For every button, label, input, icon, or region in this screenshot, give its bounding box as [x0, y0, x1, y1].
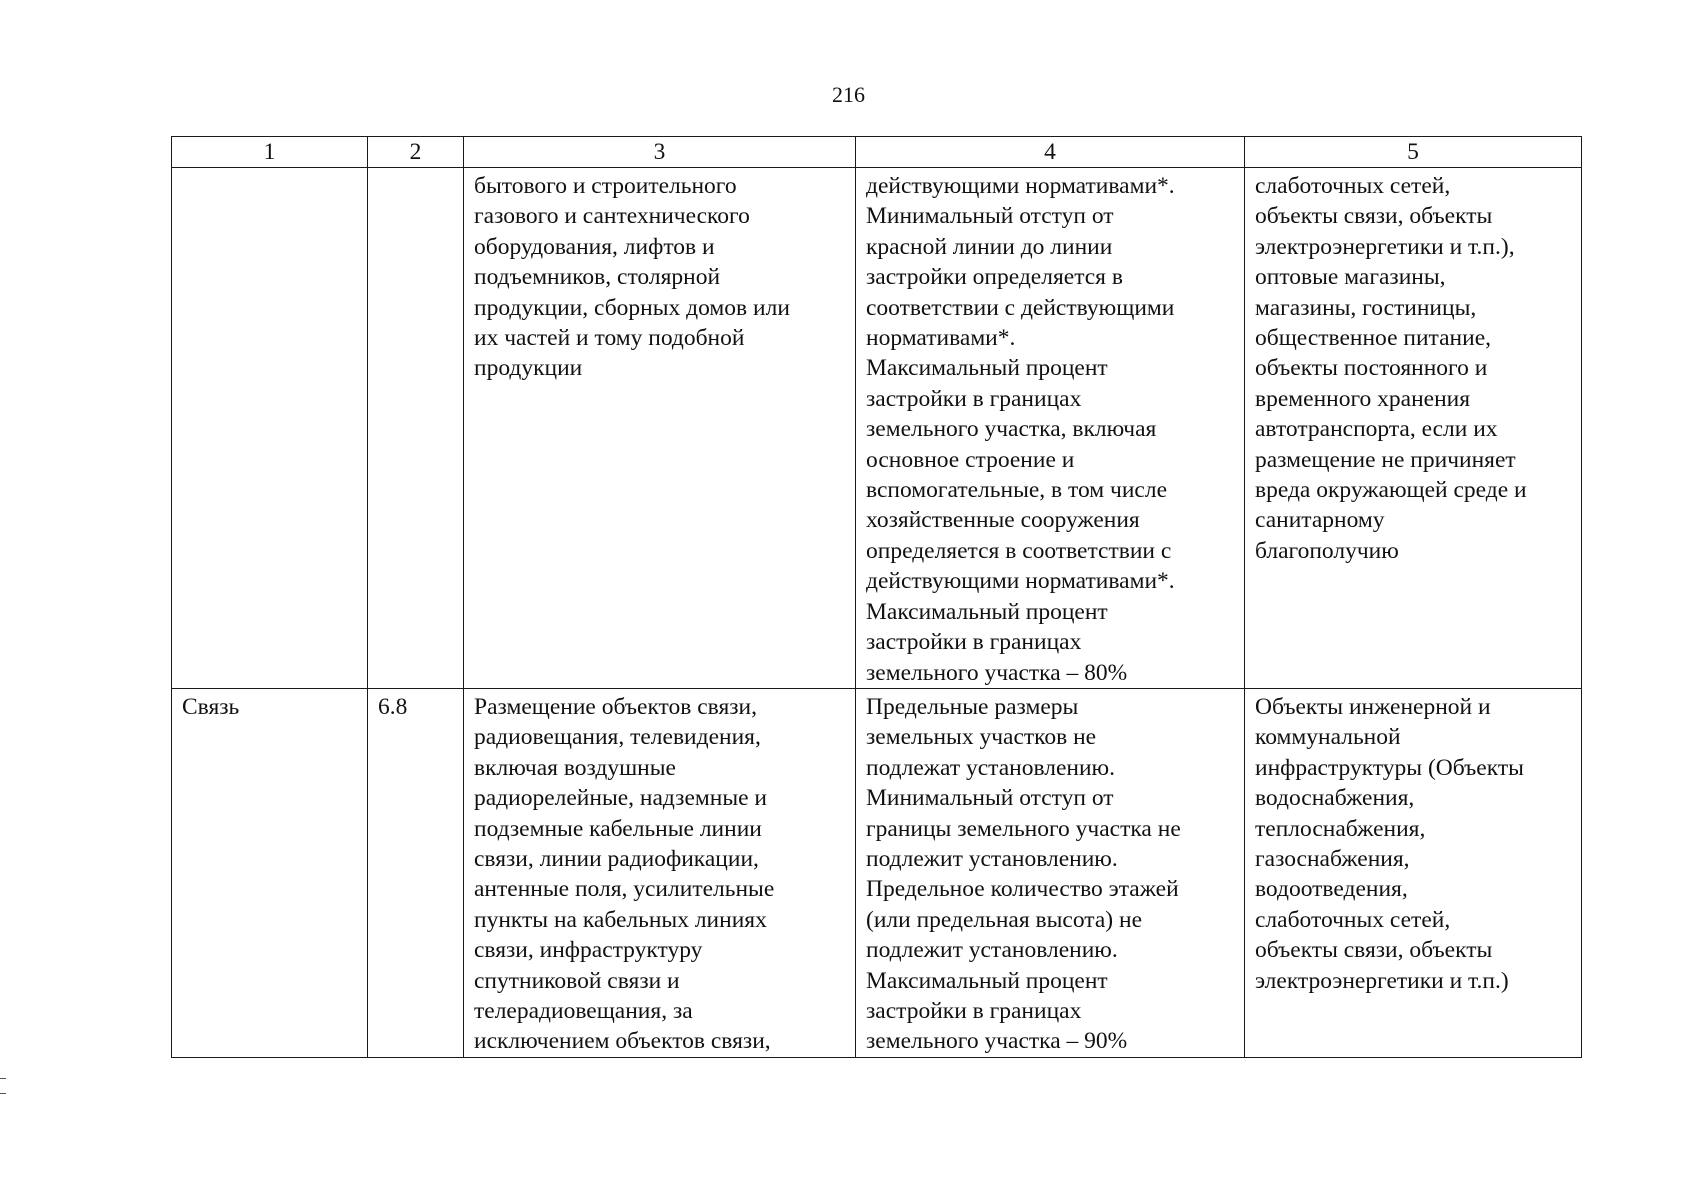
column-header-3: 3 [464, 137, 856, 168]
cell-use-description [464, 168, 856, 689]
column-header-4: 4 [856, 137, 1245, 168]
cell-text: действующими нормативами*. Минимальный отступ от красной линии до линии застройки определяется в соответствии с действующими нормативами*. Максимальный процент застройки в границах земельного участка, включая основное строение и вспомогательные, в том числе хозяйственные сооружения определяется в соответствии с действующими нормативами*. Максимальный процент застройки в границах земельного участка – 80% [866, 173, 1175, 686]
table-row [172, 688, 1582, 1057]
regulations-table [171, 136, 1582, 1058]
cell-parameters [856, 168, 1245, 689]
cell-use-code [368, 688, 464, 1057]
cell-parameters [856, 688, 1245, 1057]
cell-text: 6.8 [378, 693, 408, 720]
cell-text: бытового и строительного газового и сантехнического оборудования, лифтов и подъемников, столярной продукции, сборных домов или их частей и тому подобной продукции [474, 173, 790, 382]
cell-auxiliary-uses [1245, 168, 1582, 689]
cell-use-name [172, 168, 368, 689]
column-header-1: 1 [172, 137, 368, 168]
cell-text: Объекты инженерной и коммунальной инфраструктуры (Объекты водоснабжения, теплоснабжения, газоснабжения, водоотведения, слаботочных сетей, объекты связи, объекты электроэнергетики и т.п.) [1255, 693, 1524, 994]
cell-text: Связь [182, 693, 240, 720]
column-header-2: 2 [368, 137, 464, 168]
cell-use-name [172, 688, 368, 1057]
cell-text: Предельные размеры земельных участков не подлежат установлению. Минимальный отступ от границы земельного участка не подлежит установлению. Предельное количество этажей (или предельная высота) не подлежит установлению. Максимальный процент застройки в границах земельного участка – 90% [866, 693, 1181, 1055]
table-header-row [172, 137, 1582, 168]
table-row [172, 168, 1582, 689]
scan-edge-mark [0, 1078, 6, 1094]
column-header-5: 5 [1245, 137, 1582, 168]
page-number: 216 [832, 82, 865, 107]
cell-use-code [368, 168, 464, 689]
cell-auxiliary-uses [1245, 688, 1582, 1057]
cell-use-description [464, 688, 856, 1057]
cell-text: слаботочных сетей, объекты связи, объекты электроэнергетики и т.п.), оптовые магазины, магазины, гостиницы, общественное питание, объекты постоянного и временного хранения автотранспорта, если их размещение не причиняет вреда окружающей среде и санитарному благополучию [1255, 173, 1527, 564]
cell-text: Размещение объектов связи, радиовещания, телевидения, включая воздушные радиорелейные, надземные и подземные кабельные линии связи, линии радиофикации, антенные поля, усилительные пункты на кабельных линиях связи, инфраструктуру спутниковой связи и телерадиовещания, за исключением объектов связи, [474, 693, 775, 1055]
